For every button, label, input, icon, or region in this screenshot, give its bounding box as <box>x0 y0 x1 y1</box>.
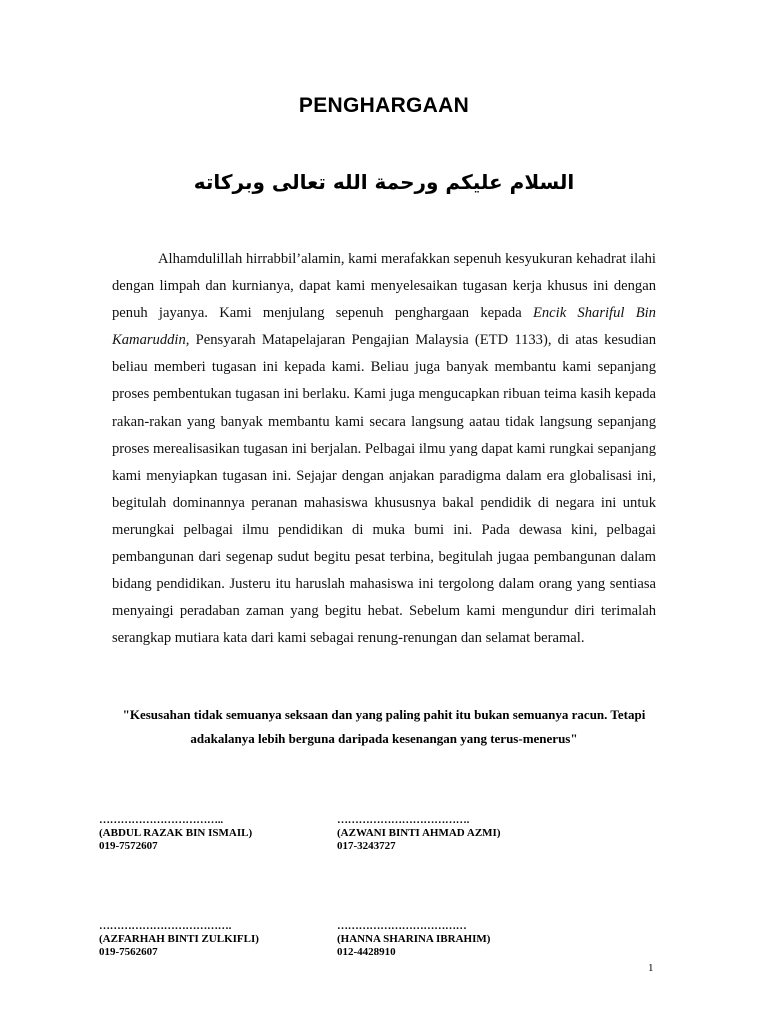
signatory-name: (HANNA SHARINA IBRAHIM) <box>337 933 491 945</box>
signatory-name: (AZWANI BINTI AHMAD AZMI) <box>337 827 501 839</box>
signature-line: ………………………………. <box>99 920 232 932</box>
signature-line: …………………………….. <box>99 814 223 826</box>
signature-block-2 <box>337 814 501 853</box>
signatory-phone: 019-7562607 <box>99 946 158 958</box>
acknowledgement-paragraph <box>112 246 656 652</box>
signature-block-3 <box>99 920 259 959</box>
signature-line: ……………………………… <box>337 920 467 932</box>
paragraph-part-2: Pensyarah Matapelajaran Pengajian Malaysia (ETD 1133), di atas kesudian beliau memberi tugasan ini kepada kami. Beliau juga banyak membantu kami sepanjang proses pembentukan tugasan ini berlaku. Kami juga mengucapkan ribuan teima kasih kepada rakan-rakan yang banyak membantu kami secara langsung aatau tidak langsung sepanjang proses merealisasikan tugasan ini berjalan. Pelbagai ilmu yang dapat kami rungkai sepanjang kami menyiapkan tugasan ini. Sejajar dengan anjakan paradigma dalam era globalisasi ini, begitulah dominannya peranan mahasiswa khususnya bakal pendidik di negara ini untuk merungkai pelbagai ilmu pendidikan di muka bumi ini. Pada dewasa kini, pelbagai pembangunan dari segenap sudut begitu pesat terbina, begitulah jugaa pembangunan dalam bidang pendidikan. Justeru itu haruslah mahasiswa ini tergolong dalam orang yang sentiasa menyaingi peradaban zaman yang begitu hebat. Sebelum kami mengundur diri terimalah serangkap mutiara kata dari kami sebagai renung-renungan dan selamat beramal. <box>112 332 656 647</box>
paragraph-part-1: Alhamdulillah hirrabbil’alamin, kami merafakkan sepenuh kesyukuran kehadrat ilahi dengan limpah dan kurnianya, dapat kami menyelesaikan tugasan kerja khusus ini dengan penuh jayanya. Kami menjulang sepenuh penghargaan kepada <box>112 251 656 322</box>
signature-block-1 <box>99 814 252 853</box>
signatory-phone: 017-3243727 <box>337 840 396 852</box>
signatory-name: (AZFARHAH BINTI ZULKIFLI) <box>99 933 259 945</box>
signature-line: ………………………………. <box>337 814 470 826</box>
signatory-phone: 019-7572607 <box>99 840 158 852</box>
signatory-phone: 012-4428910 <box>337 946 396 958</box>
signature-block-4 <box>337 920 490 959</box>
quote: "Kesusahan tidak semuanya seksaan dan yang paling pahit itu bukan semuanya racun. Tetapi adakalanya lebih berguna daripada kesenangan yang terus-menerus" <box>122 707 646 746</box>
lecturer-name: Encik Shariful Bin Kamaruddin, <box>112 305 656 349</box>
page-number: 1 <box>648 962 654 974</box>
arabic-salutation: السلام عليكم ورحمة الله تعالى وبركاته <box>193 170 575 194</box>
signatory-name: (ABDUL RAZAK BIN ISMAIL) <box>99 827 253 839</box>
page-title: PENGHARGAAN <box>298 94 470 117</box>
